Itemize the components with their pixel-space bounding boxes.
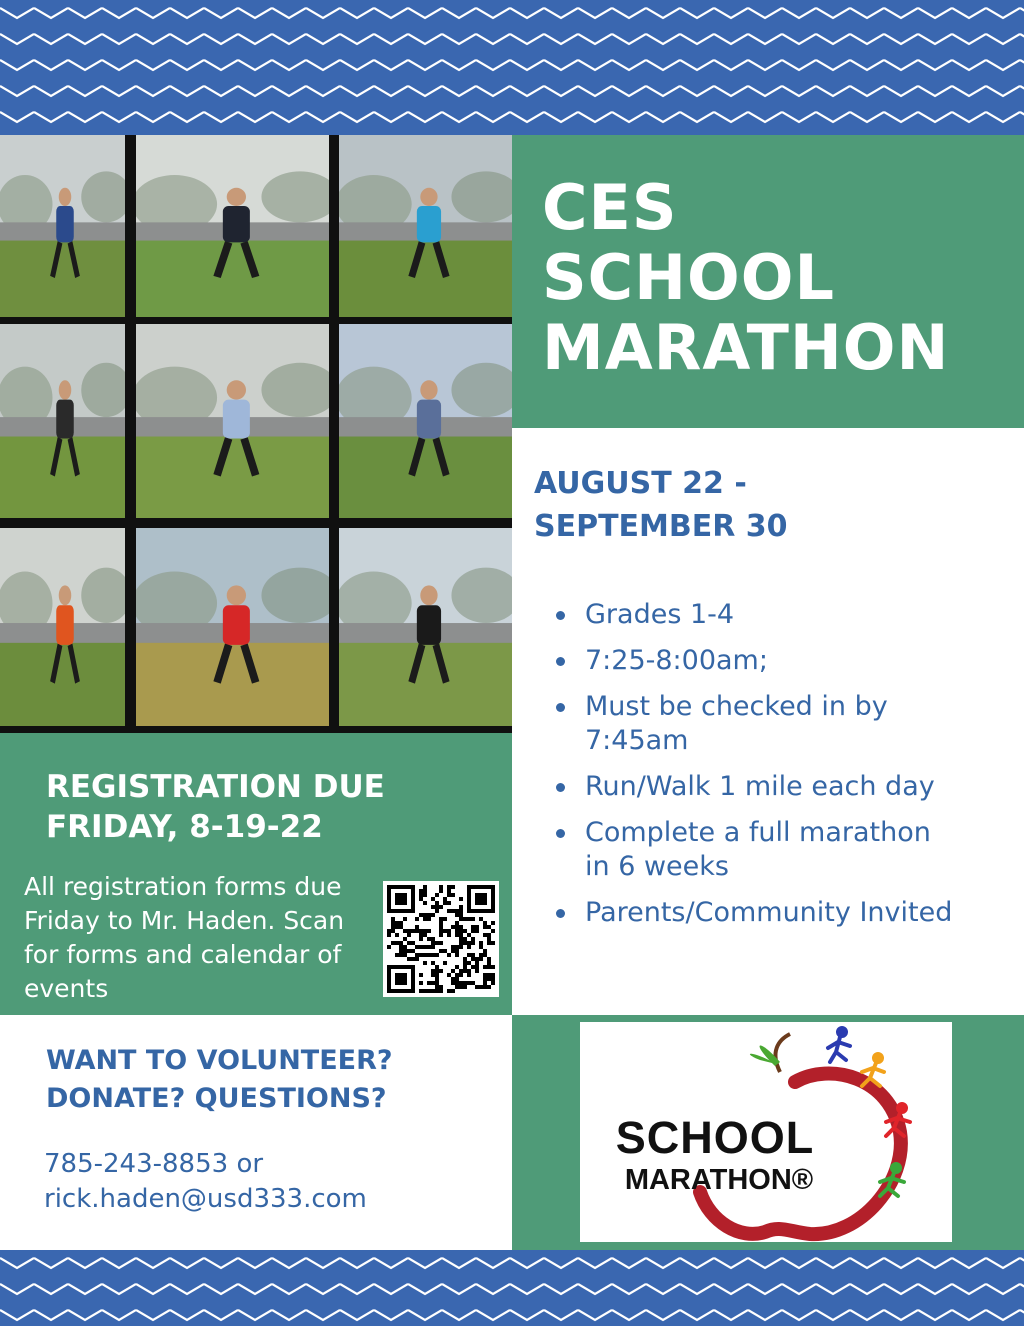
list-item [534, 598, 954, 632]
list-item [534, 816, 954, 884]
volunteer-panel [0, 1015, 512, 1250]
dates-line: AUGUST 22 - [534, 466, 747, 501]
event-dates [534, 462, 788, 548]
runner-photo [339, 135, 512, 317]
details-panel [512, 428, 1024, 1015]
logo-text-marathon: MARATHON® [624, 1164, 814, 1196]
top-chevron-band [0, 0, 1024, 135]
phone-number[interactable]: 785-243-8853 or [44, 1149, 264, 1179]
volunteer-title [46, 1042, 393, 1118]
list-item-text: Parents/Community Invited [585, 897, 953, 928]
list-item-text: Must be checked in by 7:45am [585, 691, 888, 756]
list-item-text: Run/Walk 1 mile each day [585, 771, 935, 802]
registration-text: All registration forms due Friday to Mr. Haden. Scan for forms and calendar of events [24, 872, 345, 1003]
vol-title-line: WANT TO VOLUNTEER? [46, 1045, 393, 1076]
logo-text-school: SCHOOL [615, 1112, 815, 1163]
runner-photo [0, 528, 125, 726]
title-panel [512, 135, 1024, 428]
list-item [534, 896, 954, 930]
email-link[interactable]: rick.haden@usd333.com [44, 1184, 367, 1214]
bullet-icon [556, 703, 565, 712]
list-item-text: Grades 1-4 [585, 599, 735, 630]
dates-line: SEPTEMBER 30 [534, 509, 788, 544]
reg-title-line: FRIDAY, 8-19-22 [46, 809, 323, 845]
school-marathon-logo [580, 1022, 952, 1242]
runner-photo [339, 324, 512, 518]
list-item-text: 7:25-8:00am; [585, 645, 768, 676]
bullet-icon [556, 611, 565, 620]
details-list [534, 598, 954, 942]
title-line: SCHOOL [542, 241, 835, 314]
registration-title [46, 767, 385, 847]
bottom-chevron-band [0, 1250, 1024, 1326]
qr-code-icon[interactable] [383, 881, 499, 997]
runner-photo [136, 528, 329, 726]
vol-title-line: DONATE? QUESTIONS? [46, 1083, 387, 1114]
runner-photo [0, 135, 125, 317]
runner-photo [136, 324, 329, 518]
event-title [542, 173, 949, 383]
registration-panel [0, 733, 512, 1015]
runner-photo [339, 528, 512, 726]
title-line: CES [542, 171, 678, 244]
title-line: MARATHON [542, 311, 950, 384]
bullet-icon [556, 909, 565, 918]
reg-title-line: REGISTRATION DUE [46, 769, 385, 805]
list-item [534, 644, 954, 678]
list-item-text: Complete a full marathon in 6 weeks [585, 817, 931, 882]
photo-collage [0, 135, 512, 733]
list-item [534, 690, 954, 758]
runner-photo [136, 135, 329, 317]
contact-info [44, 1147, 367, 1217]
list-item [534, 770, 954, 804]
bullet-icon [556, 829, 565, 838]
bullet-icon [556, 657, 565, 666]
runner-photo [0, 324, 125, 518]
bullet-icon [556, 783, 565, 792]
logo-panel [512, 1015, 1024, 1250]
